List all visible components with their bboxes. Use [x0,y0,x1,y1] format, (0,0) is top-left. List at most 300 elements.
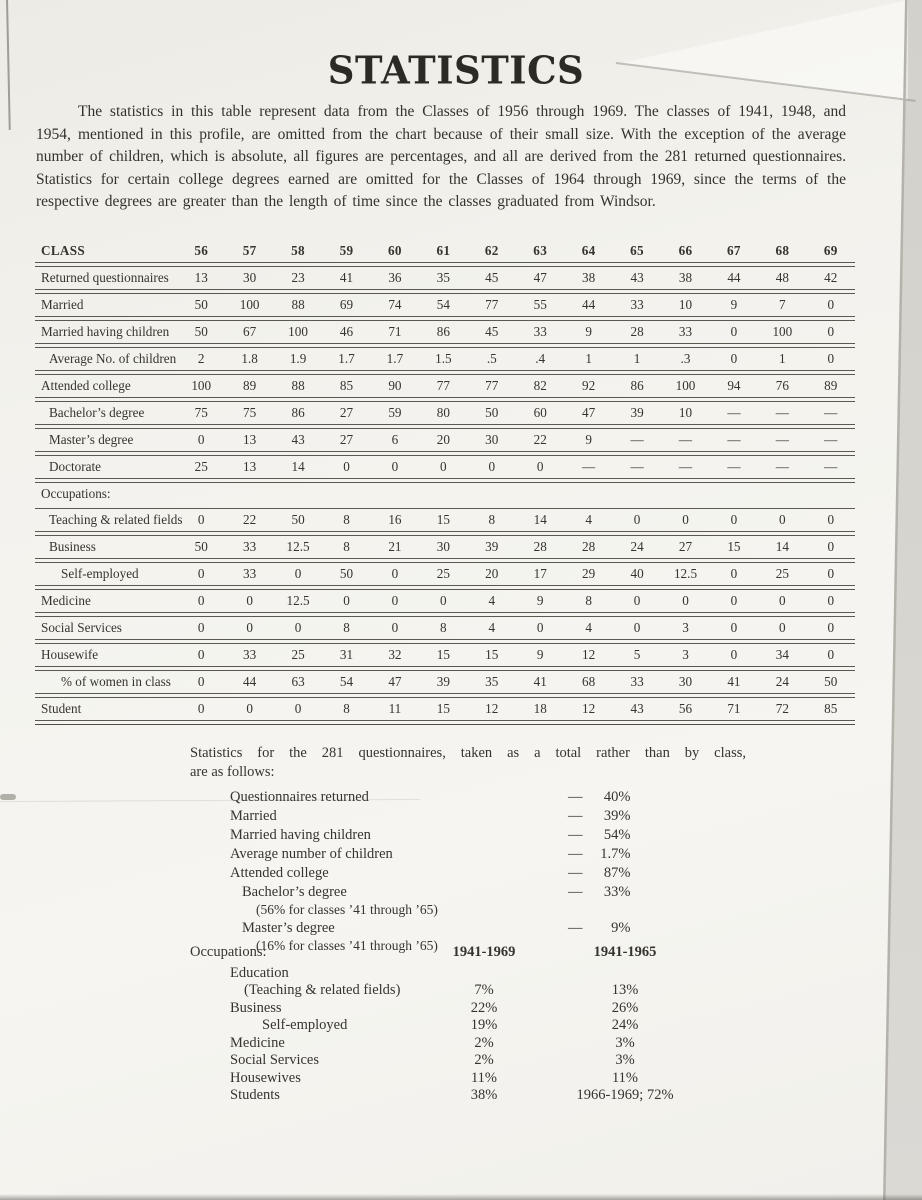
cell-value: 33 [243,647,257,662]
cell-value: 0 [197,432,205,447]
cell-value: 77 [485,297,499,312]
row-label: Bachelor’s degree [49,405,145,420]
cell-value: — [775,405,789,420]
cell-value: 45 [485,324,499,339]
cell-value: 75 [243,405,257,420]
table-header-year: 60 [388,243,402,258]
cell-value: 90 [388,378,402,393]
cell-value: .5 [486,351,497,366]
cell-value: 72 [775,701,789,716]
cell-value: 0 [197,701,205,716]
cell-value: 14 [291,459,305,474]
cell-value: 41 [533,674,547,689]
cell-value: 11 [388,701,402,716]
occupations-summary [190,944,730,1105]
cell-value: 18 [533,701,547,716]
occupations-value-2: 3% [615,1034,635,1051]
occupations-row-label: Business [230,999,282,1016]
totals-item-label: Bachelor’s degree [242,884,347,900]
cell-value: 0 [294,620,302,635]
cell-value: 41 [727,674,741,689]
totals-section [190,744,746,954]
cell-value: 21 [388,539,402,554]
totals-item-value-group [568,919,631,938]
cell-value: 23 [291,270,305,285]
row-label: Self-employed [61,566,139,581]
table-row [35,320,855,344]
cell-value: 0 [488,459,496,474]
cell-value: 1 [633,351,641,366]
totals-item-label: Questionnaires returned [230,789,369,805]
table-header-year: 67 [727,243,741,258]
cell-value: 0 [343,593,350,608]
occupations-value-1: 38% [470,1087,498,1103]
cell-value: 0 [827,512,835,527]
table-row [35,482,855,505]
cell-value: 0 [827,620,835,635]
cell-value: 1.5 [435,351,452,366]
cell-value: 44 [243,674,257,689]
occupations-value-2: 3% [615,1052,635,1068]
cell-value: — [678,432,693,447]
row-label: Social Services [41,620,122,635]
cell-value: 7 [779,297,786,312]
cell-value: 33 [678,324,693,339]
table-header-year: 61 [436,243,451,258]
cell-value: 12.5 [286,593,310,608]
table-header-year: 65 [630,243,644,258]
cell-value: 0 [779,512,786,527]
cell-value: 17 [533,566,547,581]
occupations-row-sublabel: (Teaching & related fields) [244,982,401,998]
cell-value: 15 [727,539,741,554]
cell-value: 0 [536,620,544,635]
cell-value: 0 [730,324,738,339]
cell-value: 39 [436,674,450,689]
cell-value: 33 [630,297,644,312]
cell-value: 8 [343,512,350,527]
cell-value: 43 [291,432,305,447]
cell-value: 38 [678,270,693,285]
table-row [35,401,855,425]
cell-value: 40 [630,566,644,581]
totals-item [190,883,746,902]
cell-value: 0 [633,593,641,608]
cell-value: — [582,459,596,474]
cell-value: — [727,432,741,447]
cell-value: 50 [339,566,354,581]
totals-item-dash: — [568,789,583,805]
cell-value: 9 [536,647,544,662]
cell-value: 9 [536,593,544,608]
cell-value: 14 [533,512,547,527]
totals-item-value-group [568,883,631,902]
cell-value: 0 [827,566,835,581]
cell-value: 92 [582,378,596,393]
cell-value: 8 [440,620,447,635]
occupations-col1-header: 1941-1969 [452,944,516,960]
occupations-label-cell [190,1035,418,1053]
occupations-heading: Occupations: [190,944,267,960]
cell-value: 13 [243,432,257,447]
cell-value: 94 [727,378,741,393]
table-row [35,293,855,317]
cell-value: 4 [585,620,592,635]
cell-value: 34 [775,647,789,662]
occupations-value-2: 1966-1969; 72% [576,1087,674,1103]
occupations-rows [190,965,730,1105]
totals-item-dash: — [568,808,583,824]
occupations-value-2: 11% [611,1069,639,1086]
totals-intro-line1: Statistics for the 281 questionnaires, taken as a total rather than by class, [190,745,746,761]
cell-value: 0 [827,324,835,339]
totals-item-value-group [568,864,631,883]
cell-value: 45 [485,270,499,285]
row-label: Attended college [41,378,131,393]
cell-value: 9 [585,432,592,447]
cell-value: 28 [630,324,644,339]
occupations-row [190,1000,730,1018]
cell-value: 50 [194,297,208,312]
cell-value: 47 [533,270,547,285]
cell-value: 30 [485,432,499,447]
row-label: Master’s degree [49,432,134,447]
totals-item-value-group [568,807,631,826]
table-header-year: 57 [242,243,257,258]
cell-value: — [727,459,741,474]
totals-item-value-group [568,826,631,845]
cell-value: 12 [485,701,499,716]
cell-value: 86 [436,324,450,339]
cell-value: 50 [291,512,305,527]
occupations-row [190,1017,730,1035]
cell-value: 54 [436,297,450,312]
table-row [35,266,855,290]
totals-item-value-group [568,788,631,807]
table-row [35,347,855,371]
cell-value: 100 [239,297,260,312]
cell-value: 50 [194,539,208,554]
cell-value: 0 [827,351,835,366]
occupations-row [190,1052,730,1070]
page-title: STATISTICS [327,47,585,93]
cell-value: 12.5 [286,539,310,554]
cell-value: 39 [630,405,644,420]
cell-value: 1.7 [386,351,404,366]
cell-value: 10 [678,405,693,420]
cell-value: 71 [388,324,402,339]
cell-value: 0 [197,593,205,608]
occupations-header-row [190,944,730,962]
cell-value: 35 [436,270,450,285]
cell-value: 13 [194,270,208,285]
totals-item-value: 39% [603,808,631,824]
cell-value: 80 [436,405,450,420]
cell-value: — [824,432,838,447]
totals-item [190,864,746,883]
row-label: Student [41,701,82,716]
cell-value: 63 [291,674,305,689]
cell-value: 0 [391,459,399,474]
cell-value: 50 [824,674,838,689]
cell-value: 24 [630,539,644,554]
cell-value: 1.8 [241,351,258,366]
cell-value: 44 [727,270,741,285]
totals-item-label: Married [230,808,277,824]
cell-value: 4 [488,593,496,608]
cell-value: — [824,405,838,420]
cell-value: 41 [339,270,354,285]
cell-value: 47 [388,674,402,689]
occupations-row-label: Self-employed [262,1017,348,1033]
cell-value: 27 [339,405,354,420]
cell-value: 25 [291,647,305,662]
cell-value: — [775,459,789,474]
cell-value: 76 [775,378,789,393]
cell-value: 0 [440,593,447,608]
cell-value: 3 [682,620,689,635]
totals-item-value: 9% [611,919,631,936]
totals-item-value-group [568,845,631,864]
cell-value: 22 [533,432,547,447]
table-row [35,562,855,586]
occupations-value-1: 11% [470,1069,498,1086]
totals-item [190,788,746,807]
table-row [35,455,855,479]
occupations-value-1: 22% [470,999,498,1016]
cell-value: 5 [633,647,641,662]
occupations-row [190,1035,730,1053]
cell-value: 42 [824,270,838,285]
cell-value: 0 [391,620,399,635]
cell-value: 0 [197,647,205,662]
occupations-col2-header: 1941-1965 [593,944,657,960]
row-label: Married [41,297,84,312]
cell-value: — [678,459,693,474]
cell-value: 30 [243,270,257,285]
cell-value: 48 [775,270,789,285]
cell-value: 0 [827,297,835,312]
table-row [35,643,855,667]
cell-value: 29 [582,566,596,581]
totals-item-value: 87% [603,865,631,881]
cell-value: 9 [585,324,592,339]
cell-value: 0 [633,512,641,527]
totals-item-value: 54% [603,827,631,843]
cell-value: 0 [730,512,738,527]
cell-value: 0 [730,566,738,581]
cell-value: 0 [682,593,689,608]
cell-value: 44 [582,297,596,312]
occupations-value-1: 2% [474,1052,494,1068]
cell-value: 38 [582,270,596,285]
cell-value: 85 [339,378,354,393]
table-row [35,428,855,452]
occupations-row-label: Students [230,1087,280,1103]
cell-value: 100 [191,378,212,393]
table-header-year: 66 [678,243,693,258]
cell-value: 47 [582,405,596,420]
cell-value: 28 [582,539,596,554]
cell-value: 12 [582,701,596,716]
occupations-value-2: 13% [611,982,639,998]
cell-value: — [824,459,838,474]
row-label: Teaching & related fields [49,512,183,527]
totals-item-dash: — [568,846,583,862]
cell-value: 33 [243,539,257,554]
cell-value: 27 [678,539,693,554]
cell-value: 100 [675,378,696,393]
occupations-label-cell [190,965,418,1000]
cell-value: 8 [343,701,350,716]
cell-value: 67 [243,324,257,339]
occupations-label-cell [190,1000,418,1018]
table-row [35,589,855,613]
cell-value: 33 [243,566,257,581]
table-row [35,374,855,398]
cell-value: 50 [194,324,208,339]
cell-value: 0 [197,674,205,689]
cell-value: 8 [343,620,350,635]
totals-list [190,788,746,954]
cell-value: 0 [730,620,738,635]
cell-value: 0 [779,620,786,635]
totals-item-dash: — [568,884,583,900]
row-label: Married having children [41,324,170,339]
occupations-value-1: 19% [470,1017,498,1033]
cell-value: 20 [485,566,499,581]
cell-value: 0 [730,593,738,608]
cell-value: 36 [388,270,402,285]
table-row [35,616,855,640]
cell-value: — [630,432,644,447]
cell-value: 0 [294,701,302,716]
cell-value: .3 [680,351,691,366]
cell-value: 0 [682,512,689,527]
occupations-value-1: 2% [474,1034,494,1051]
totals-item [190,919,746,938]
cell-value: 30 [436,539,450,554]
cell-value: 0 [827,593,835,608]
row-label: Occupations: [41,486,111,501]
paper-bottom-edge [0,1194,922,1200]
cell-value: 13 [243,459,257,474]
cell-value: 77 [436,378,450,393]
table-header-year: 69 [823,243,838,258]
row-label: Housewife [41,647,99,662]
cell-value: 25 [436,566,450,581]
cell-value: 31 [339,647,354,662]
cell-value: — [775,432,789,447]
cell-value: 56 [678,701,693,716]
cell-value: 12.5 [673,566,698,581]
totals-item [190,845,746,864]
totals-item-note: (56% for classes ’41 through ’65) [256,902,438,917]
table-row [35,535,855,559]
cell-value: 12 [582,647,596,662]
cell-value: 100 [288,324,308,339]
cell-value: 77 [485,378,499,393]
cell-value: 25 [775,566,789,581]
cell-value: 6 [391,432,399,447]
cell-value: 0 [827,647,835,662]
cell-value: 0 [197,620,205,635]
occupations-value-1: 7% [474,982,494,998]
cell-value: 0 [730,647,738,662]
cell-value: 33 [630,674,644,689]
cell-value: — [630,459,644,474]
cell-value: 15 [436,701,450,716]
table-header-year: 56 [194,243,209,258]
totals-item-label: Master’s degree [242,919,335,936]
table-header-year: 63 [533,243,548,258]
occupations-value-2: 26% [611,999,639,1016]
occupations-row [190,1070,730,1088]
cell-value: 85 [824,701,838,716]
row-label: Returned questionnaires [41,270,169,285]
cell-value: 28 [533,539,547,554]
cell-value: 2 [197,351,205,366]
cell-value: 0 [391,593,399,608]
totals-item-value: 40% [603,789,631,805]
cell-value: 0 [246,620,253,635]
occupations-label-cell [190,1052,418,1070]
cell-value: 1 [585,351,592,366]
totals-item-dash: — [568,865,583,881]
table-header-year: 62 [484,243,499,258]
cell-value: 55 [533,297,547,312]
cell-value: 75 [194,405,208,420]
cell-value: 4 [488,620,496,635]
cell-value: 0 [343,459,350,474]
table-row [35,670,855,694]
cell-value: 88 [291,297,305,312]
cell-value: 27 [339,432,354,447]
occupations-row [190,1087,730,1105]
occupations-row-label: Housewives [230,1069,301,1086]
cell-value: 22 [243,512,257,527]
statistics-table [35,240,855,725]
cell-value: 88 [291,378,305,393]
table-bottom-rule [35,724,855,725]
cell-value: 54 [339,674,354,689]
cell-value: 32 [388,647,402,662]
cell-value: 0 [197,566,205,581]
cell-value: 1.7 [338,351,355,366]
occupations-value-2: 24% [611,1017,639,1033]
occupations-row-label: Education [230,964,289,981]
totals-item-dash: — [568,919,583,936]
cell-value: 0 [440,459,447,474]
totals-item-value: 33% [603,884,631,900]
cell-value: 8 [585,593,592,608]
totals-item-dash: — [568,827,583,843]
paper-crease-smudge [0,794,16,800]
intro-paragraph: The statistics in this table represent data from the Classes of 1956 through 1969. The classes of 1941, 1948, and 1954, mentioned in this profile, are omitted from the chart because of their small size. With the exception of the average number of children, which is absolute, all figures are percentages, and all are derived from the 281 returned questionnaires. Statistics for certain college degrees earned are omitted for the Classes of 1964 through 1969, since the terms of the respective degrees are greater than the length of time since the classes graduated from Windsor. [36,103,846,211]
occupations-row-label: Medicine [230,1034,285,1051]
occupations-row-label: Social Services [230,1052,319,1068]
cell-value: 0 [391,566,399,581]
cell-value: 20 [436,432,450,447]
cell-value: 50 [485,405,499,420]
table-header-year: 58 [291,243,305,258]
cell-value: 89 [243,378,257,393]
cell-value: 0 [197,512,205,527]
cell-value: 43 [630,701,644,716]
cell-value: 59 [388,405,402,420]
cell-value: 0 [536,459,544,474]
cell-value: 68 [582,674,596,689]
